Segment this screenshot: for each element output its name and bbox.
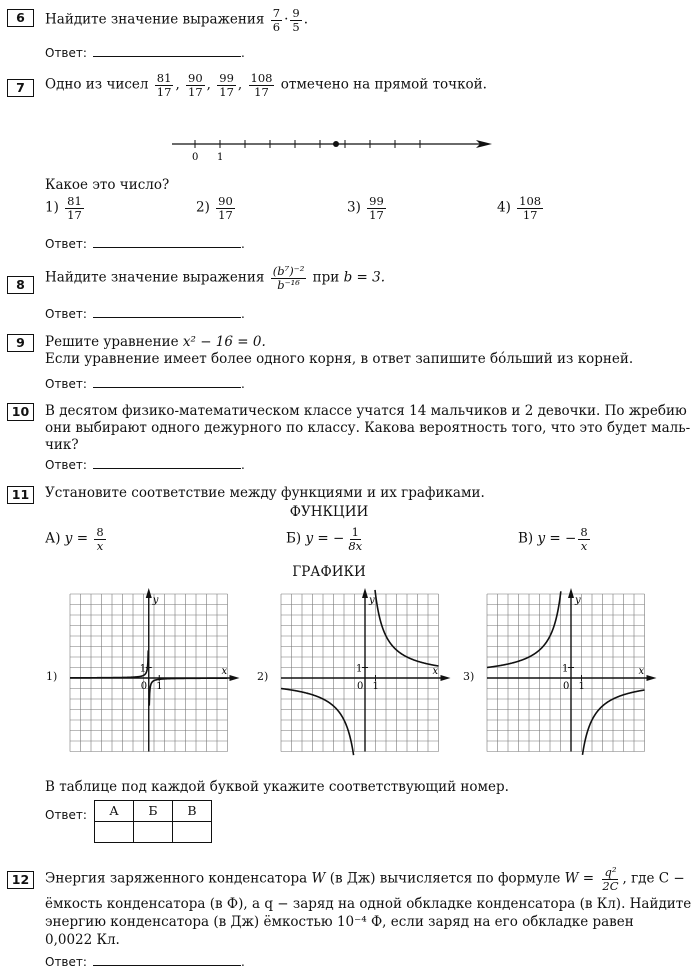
svg-text:0: 0 <box>563 681 570 692</box>
svg-text:y: y <box>575 595 581 606</box>
svg-text:1: 1 <box>562 663 569 675</box>
task-8-text: Найдите значение выражения $\frac{\text{(b⁷)⁻²}}{\text{b⁻¹⁶}}$ при b = 3. <box>45 264 386 292</box>
fraction: $\frac{108}{17}$ <box>250 71 273 99</box>
task-number-6: 6 <box>7 9 34 27</box>
svg-text:x: x <box>221 666 228 677</box>
svg-text:1: 1 <box>139 663 147 675</box>
fraction: $\frac{90}{17}$ <box>188 71 203 99</box>
svg-text:0: 0 <box>192 152 199 163</box>
svg-text:x: x <box>638 666 645 677</box>
task-7-question: Какое это число? <box>45 177 170 193</box>
table-cell-v[interactable] <box>173 822 212 843</box>
answer-line-12[interactable]: Ответ: . <box>45 955 245 969</box>
graph-label-2: 2) <box>257 670 269 683</box>
task-12-line4: 0,0022 Кл. <box>45 932 120 948</box>
task-12-line3: энергию конденсатора (в Дж) ёмкостью 10⁻⁴ Ф, если заряд на его обкладке равен <box>45 914 634 930</box>
task-10-line1: В десятом физико-математическом классе учатся 14 мальчиков и 2 девочки. По жребию <box>45 403 687 419</box>
task-number-11: 11 <box>7 486 34 504</box>
svg-text:1: 1 <box>156 681 163 692</box>
table-header-v: В <box>173 801 212 822</box>
graph-3 <box>485 592 655 758</box>
option-2: 2) $\frac{90}{17}$ <box>196 194 233 222</box>
svg-text:x: x <box>432 666 439 677</box>
table-instruction: В таблице под каждой буквой укажите соответствующий номер. <box>45 779 509 795</box>
marked-point <box>333 141 339 147</box>
svg-text:0: 0 <box>140 681 148 692</box>
task-6-prompt: Найдите значение выражения <box>45 11 265 28</box>
answer-line-8[interactable]: Ответ: . <box>45 307 245 321</box>
task-9-line2: Если уравнение имеет более одного корня, в ответ запишите бóльший из корней. <box>45 351 634 367</box>
task-number-12: 12 <box>7 871 34 889</box>
option-1: 1) $\frac{81}{17}$ <box>45 194 82 222</box>
answer-label-11: Ответ: <box>45 808 87 822</box>
table-cell-a[interactable] <box>95 822 134 843</box>
function-b: Б) y = − $\frac{1}{8x}$ <box>286 525 363 553</box>
function-a: А) y = $\frac{8}{x}$ <box>45 525 104 553</box>
answer-table <box>94 800 212 843</box>
option-3: 3) $\frac{99}{17}$ <box>347 194 384 222</box>
graph-label-3: 3) <box>463 670 475 683</box>
function-v: В) y = − $\frac{8}{x}$ <box>518 525 588 553</box>
graph-2 <box>279 592 449 758</box>
task-12-line2: ёмкость конденсатора (в Ф), а q − заряд на одной обкладке конденсатора (в Кл). Найдите <box>45 896 691 912</box>
answer-line-10[interactable]: Ответ: . <box>45 458 245 472</box>
svg-text:y: y <box>152 595 159 606</box>
table-header-a: А <box>95 801 134 822</box>
fraction: $\frac{9}{5}$ <box>292 6 300 34</box>
svg-text:1: 1 <box>578 681 585 692</box>
task-number-8: 8 <box>7 276 34 294</box>
option-4: 4) $\frac{108}{17}$ <box>497 194 542 222</box>
table-header-b: Б <box>134 801 173 822</box>
answer-line-9[interactable]: Ответ: . <box>45 377 245 391</box>
svg-text:y: y <box>369 595 375 606</box>
graphs-title: ГРАФИКИ <box>292 564 366 580</box>
number-line <box>170 130 495 166</box>
task-7-text: Одно из чисел $\frac{81}{17}$ , $\frac{90}{17}$ , $\frac{99}{17}$ , $\frac{108}{17}$ отмечено на прямой точкой. <box>45 71 487 99</box>
task-6-text: Найдите значение выражения $\frac{7}{6}$ · $\frac{9}{5}$ . <box>45 6 308 34</box>
table-cell-b[interactable] <box>134 822 173 843</box>
fraction: $\frac{\text{(b⁷)⁻²}}{\text{b⁻¹⁶}}$ <box>272 264 305 292</box>
task-9-line1: Решите уравнение x² − 16 = 0. <box>45 334 266 350</box>
task-number-10: 10 <box>7 403 34 421</box>
graph-1 <box>68 592 238 758</box>
svg-text:1: 1 <box>356 663 363 675</box>
svg-text:0: 0 <box>357 681 364 692</box>
fraction: $\frac{99}{17}$ <box>219 71 234 99</box>
task-number-9: 9 <box>7 334 34 352</box>
task-12-line1: Энергия заряженного конденсатора W (в Дж) вычисляется по формуле W = $\frac{\text{q²}}{2C}$ , где C − <box>45 865 685 893</box>
answer-line-7[interactable]: Ответ: . <box>45 237 245 251</box>
answer-line-6[interactable]: Ответ: . <box>45 46 245 60</box>
graph-label-1: 1) <box>46 670 58 683</box>
functions-title: ФУНКЦИИ <box>289 504 369 520</box>
task-10-line2: они выбирают одного дежурного по классу. Какова вероятность того, что это будет маль- <box>45 420 691 436</box>
svg-text:1: 1 <box>217 152 224 163</box>
task-10-line3: чик? <box>45 437 79 453</box>
task-11-text: Установите соответствие между функциями и их графиками. <box>45 485 485 501</box>
svg-text:1: 1 <box>372 681 379 692</box>
fraction: $\frac{7}{6}$ <box>272 6 281 34</box>
task-number-7: 7 <box>7 79 34 97</box>
fraction: $\frac{81}{17}$ <box>156 71 172 99</box>
